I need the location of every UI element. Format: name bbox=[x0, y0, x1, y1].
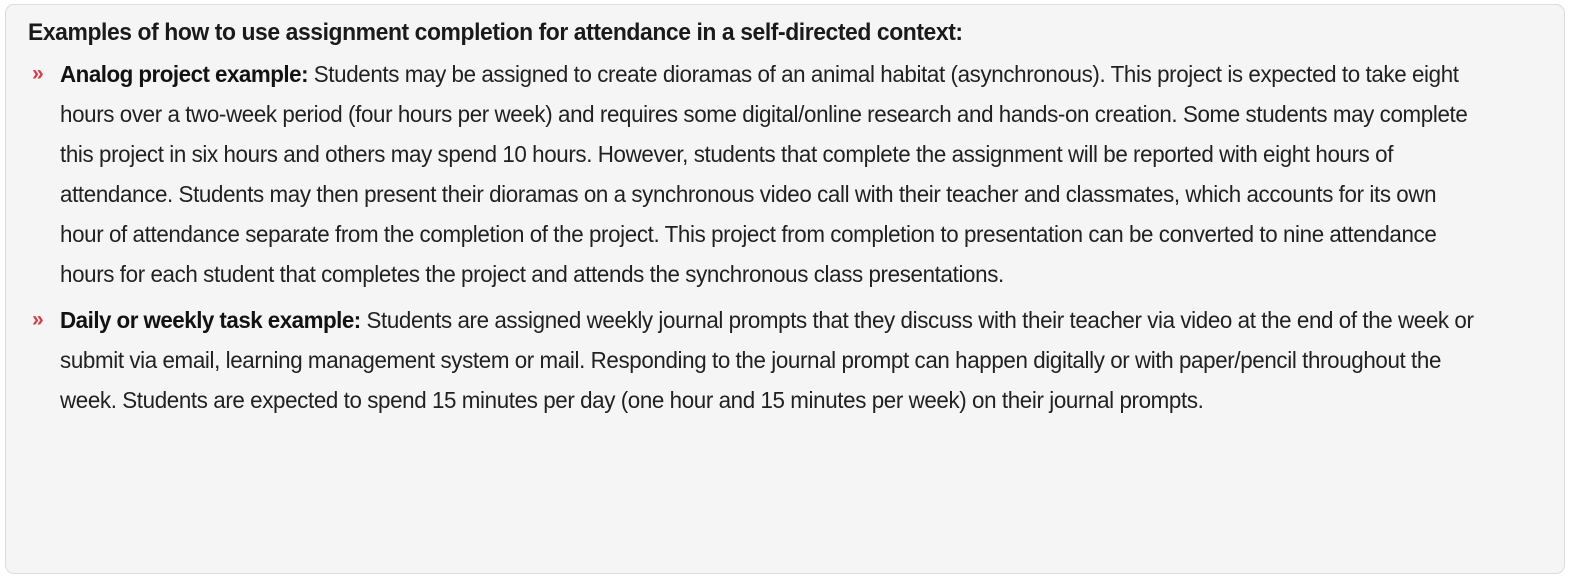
double-chevron-icon: » bbox=[32, 62, 43, 85]
examples-callout-box bbox=[5, 4, 1565, 574]
double-chevron-icon: » bbox=[32, 308, 43, 331]
list-item-body-text: Students are assigned weekly journal prompts that they discuss with their teacher via video at the end of the week or submit via email, learning management system or mail. Responding to the journal prompt can happen digitally or with paper/pencil throughout the week. Students are expected to spend 15 minutes per day (one hour and 15 minutes per week) on their journal prompts. bbox=[60, 307, 1474, 413]
list-item bbox=[28, 54, 1546, 294]
list-item bbox=[28, 300, 1546, 420]
list-item-body-text: Students may be assigned to create dioramas of an animal habitat (asynchronous). This project is expected to take eight hours over a two-week period (four hours per week) and requires some digital/online research and hands-on creation. Some students may complete this project in six hours and others may spend 10 hours. However, students that complete the assignment will be reported with eight hours of attendance. Students may then present their dioramas on a synchronous video call with their teacher and classmates, which accounts for its own hour of attendance separate from the completion of the project. This project from completion to presentation can be converted to nine attendance hours for each student that completes the project and attends the synchronous class presentations. bbox=[60, 61, 1468, 287]
examples-bullet-list bbox=[28, 54, 1546, 420]
callout-title: Examples of how to use assignment completion for attendance in a self-directed context: bbox=[28, 19, 963, 46]
list-item-lead-label: Daily or weekly task example: bbox=[60, 307, 361, 333]
list-item-lead-label: Analog project example: bbox=[60, 61, 309, 87]
